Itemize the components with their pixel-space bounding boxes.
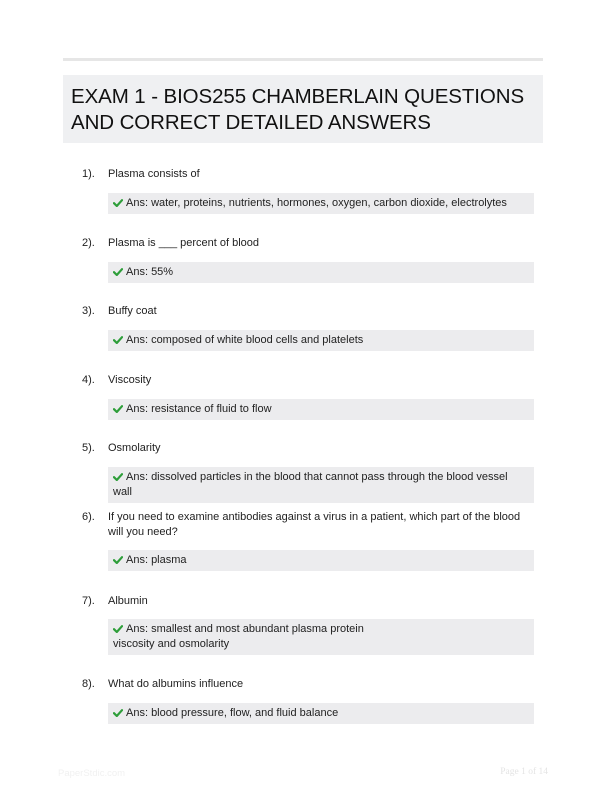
question-text: Plasma is ___ percent of blood [108,237,260,249]
question-number: 5). [82,442,95,454]
question-number: 1). [82,168,95,180]
answer-box [108,467,534,503]
question-text: Osmolarity [108,442,161,454]
question-number: 4). [82,374,95,386]
checkmark-icon [113,473,123,481]
question-number: 7). [82,595,95,607]
page-number: Page 1 of 14 [500,767,548,777]
question-text: What do albumins influence [108,678,244,690]
checkmark-icon [113,268,123,276]
answer-box [108,193,534,214]
question-number: 2). [82,237,95,249]
answer-box [108,619,534,655]
question-text: Viscosity [108,374,152,386]
answer-box [108,399,534,420]
answer-text: Ans: blood pressure, flow, and fluid balance [126,707,339,719]
question-number: 3). [82,305,95,317]
title-banner [63,75,543,143]
answer-text-continued: viscosity and osmolarity [113,638,230,650]
answer-text: Ans: 55% [126,266,174,278]
checkmark-icon [113,405,123,413]
checkmark-icon [113,199,123,207]
answer-text: Ans: plasma [126,554,187,566]
answer-text: Ans: water, proteins, nutrients, hormones, oxygen, carbon dioxide, electrolytes [126,197,507,209]
answer-box [108,550,534,571]
answer-text: Ans: resistance of fluid to flow [126,403,272,415]
answer-text: Ans: composed of white blood cells and platelets [126,334,364,346]
answer-text: Ans: dissolved particles in the blood that cannot pass through the blood vessel wall [113,471,508,498]
question-text: Albumin [108,595,148,607]
footer-watermark: PaperStdic.com [58,768,126,779]
question-number: 8). [82,678,95,690]
question-text: Plasma consists of [108,168,200,180]
question-number: 6). [82,511,95,523]
question-text: Buffy coat [108,305,157,317]
checkmark-icon [113,556,123,564]
page-title: EXAM 1 - BIOS255 CHAMBERLAIN QUESTIONS AND CORRECT DETAILED ANSWERS [71,85,525,134]
checkmark-icon [113,336,123,344]
answer-box [108,262,534,283]
answer-text: Ans: smallest and most abundant plasma protein [126,623,364,635]
answer-box [108,703,534,724]
question-text: If you need to examine antibodies against a virus in a patient, which part of the blood will you need? [108,511,521,538]
answer-box [108,330,534,351]
checkmark-icon [113,709,123,717]
checkmark-icon [113,625,123,633]
top-divider [63,58,543,61]
